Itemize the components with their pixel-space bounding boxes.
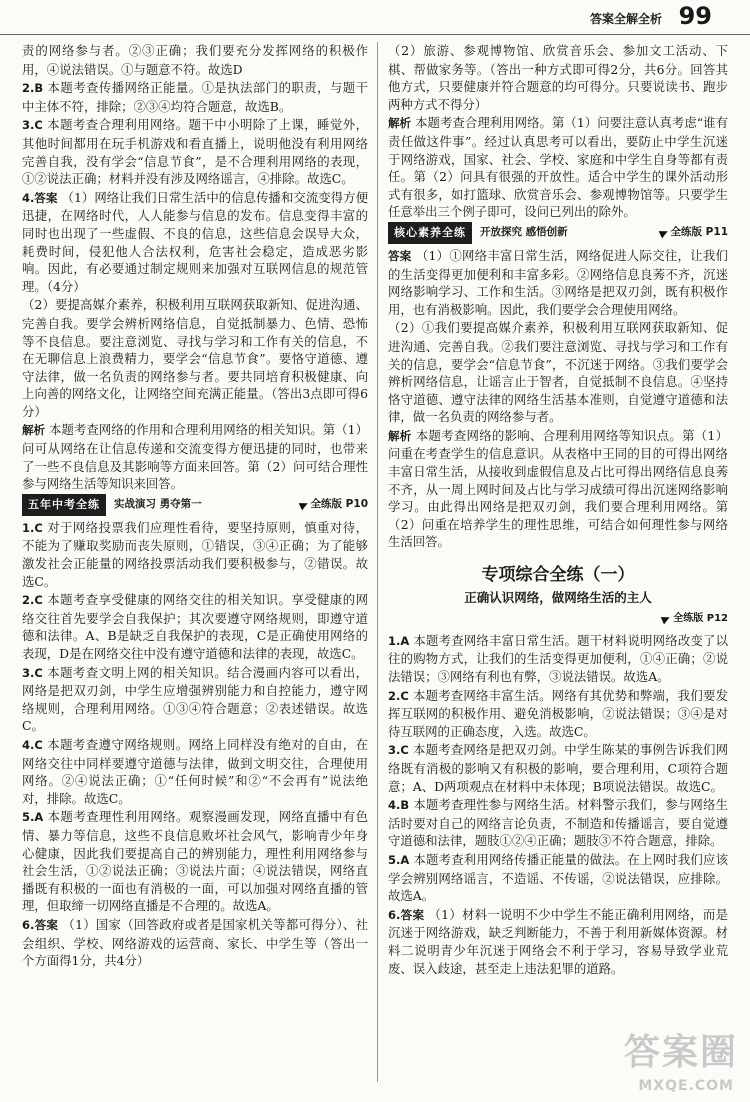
answer-label: 2.B [22, 81, 44, 96]
page-header [0, 0, 750, 40]
answer-text: 本题考查网络丰富日常生活。题干材料说明网络改变了以往的购物方式，让我们的生活变得更加便利，①④正确；②说法错误；③网络有利也有弊，③说法错误。故选A。 [388, 632, 728, 684]
answer-item [22, 296, 368, 420]
header-title: 答案全解全析 [589, 12, 662, 26]
answer-label: 3.C [22, 118, 43, 133]
banner-tag: 五年中考全练 [22, 494, 106, 516]
pointer-arrow-icon [658, 228, 669, 239]
section-subtitle: 正确认识网络，做网络生活的主人 [464, 589, 652, 605]
answer-text: （2）要提高媒介素养，积极利用互联网获取新知、促进沟通、完善自我。要学会辨析网络信息，自觉抵制暴力、色情、恐怖等不良信息。要注意浏览、寻找与学习和工作有关的信息，不在无聊信息上浪费精力，要学会“信息节食”。要恪守道德、遵守法律，做一名负责的网络参与者。要共同培育积极健康、向上向善的网络文化，让网络空间充满正能量。（答出3点即可得6分） [22, 297, 368, 419]
right-items-b [388, 247, 728, 551]
answer-text: （1）材料一说明不少中学生不能正确利用网络，而是沉迷于网络游戏，缺乏判断能力，不善于利用新媒体资源。材料二说明青少年沉迷于网络会不利于学习，容易导致学业荒废、误入歧途，甚至走上违法犯罪的道路。 [388, 906, 728, 976]
answer-item [22, 189, 368, 296]
answer-text: 本题考查合理利用网络。第（1）问要注意认真考虑“谁有责任做这件事”。经过认真思考可以看出，要防止中学生沉迷于网络游戏，国家、社会、学校、家庭和中学生自身等都有责任。第（2）问具有很强的开放性。适合中学生的课外活动形式有很多，如打篮球、欣赏音乐会、参观博物馆等。只要学生任意举出三个例子即可，设问已列出的除外。 [388, 115, 728, 220]
answer-item [22, 421, 368, 492]
answer-text: 本题考查网络的作用和合理利用网络的相关知识。第（1）问可从网络在让信息传递和交流变得方便迅捷的同时，也带来了一些不良信息及其影响等方面来回答。第（2）问可结合理性参与网络生活等知识来回答。 [22, 422, 368, 492]
banner-ref-text: 全练版 P10 [310, 498, 368, 511]
answer-item [22, 736, 368, 807]
section-banner-core-literacy [388, 223, 728, 243]
right-items-c [388, 632, 728, 977]
answer-text: 本题考查享受健康的网络交往的相关知识。享受健康的网络交往首先要学会自我保护；其次要遵守网络规则，即遵守道德和法律。A、B是缺乏自我保护的表现，C是正确使用网络的表现，D是在网络交往中没有遵守道德和法律的表现，故选C。 [22, 592, 368, 661]
answer-label: 5.A [22, 810, 44, 825]
watermark-logo [608, 1024, 738, 1094]
answer-text: 本题考查网络的影响、合理利用网络等知识点。第（1）问重在考查学生的信息意识。从表格中王同的目的可得出网络丰富日常生活，从接收到虚假信息及占比可得出网络信息良莠不齐，从一周上网时间及占比与学习成绩可得出沉迷网络影响学习。由此得出网络是把双刃剑，我们要合理利用网络。第（2）问重在培养学生的理性思维，可结合如何理性参与网络生活回答。 [388, 427, 728, 550]
answer-item [22, 116, 368, 187]
section-banner-five-year [22, 495, 368, 515]
banner-subtitle: 开放探究 感悟创新 [480, 226, 568, 239]
answer-item [388, 906, 728, 977]
answer-text: 本题考查文明上网的相关知识。结合漫画内容可以看出，网络是把双刃剑，中学生应增强辨别能力和自控能力，遵守网络规则，合理利用网络。①③④符合题意；②表述错误。故选C。 [22, 664, 368, 734]
section-ref-text: 全练版 P12 [673, 613, 728, 625]
answer-label: 4.C [22, 737, 43, 752]
answer-text: 对于网络投票我们应理性看待，要坚持原则，慎重对待，不能为了赚取奖励而丧失原则，①错误，③④正确；为了能够激发社会正能量的网络投票活动我们要积极参与，②错误。故选C。 [22, 519, 368, 589]
answer-label: 2.C [22, 593, 43, 608]
answer-text: （1）网络让我们日常生活中的信息传播和交流变得方便迅捷，在网络时代，人人能参与信息的发布。信息变得丰富的同时也出现了一些虚假、不良的信息，这些信息会误导大众，耗费时间，侵犯他人合法权利，危害社会稳定，造成恶劣影响。因此，有必要通过制定规则来加强对互联网信息的规范管理。（4分） [22, 189, 368, 294]
right-items-a [388, 42, 728, 221]
answer-label: 5.A [388, 852, 410, 867]
answer-text: 本题考查传播网络正能量。①是执法部门的职责，与题干中主体不符，排除；②③④均符合题意，故选B。 [22, 80, 368, 114]
answer-label: 6.答案 [22, 917, 59, 932]
answer-text: （1）①网络丰富日常生活，网络促进人际交往，让我们的生活变得更加便利和丰富多彩。②网络信息良莠不齐，沉迷网络影响学习、工作和生活。③网络是把双刃剑，既有积极作用，也有消极影响。因此，我们要学会合理使用网络。 [388, 247, 728, 317]
answer-label: 解析 [22, 423, 46, 438]
answer-label: 2.C [388, 688, 409, 703]
answer-item [22, 42, 368, 78]
answer-label: 3.C [388, 743, 409, 758]
pointer-arrow-icon [661, 614, 672, 625]
answer-text: 本题考查网络丰富生活。网络有其优势和弊端，我们要发挥互联网的积极作用、避免消极影响，②说法错误；③④是对待互联网的正确态度，入选。故选C。 [388, 687, 728, 739]
answer-item [388, 427, 728, 551]
left-items-b [22, 519, 368, 970]
answer-item [388, 247, 728, 318]
answer-item [22, 591, 368, 662]
answer-text: 本题考查遵守网络规则。网络上同样没有绝对的自由，在网络交往中同样要遵守道德与法律，做到文明交往，合理使用网络。②④说法正确；①“任何时候”和②“不会再有”说法绝对，排除。故选C。 [22, 736, 368, 806]
answer-label: 1.C [22, 520, 43, 535]
answer-item [388, 851, 728, 905]
answer-label: 6.答案 [388, 907, 425, 922]
section-title: 专项综合全练（一） [481, 565, 635, 586]
answer-item [388, 632, 728, 686]
answer-text: 本题考查理性利用网络。观察漫画发现，网络直播中有色情、暴力等信息，这些不良信息败坏社会风气，影响青少年身心健康，因此我们要提高自己的辨别能力，理性利用网络参与社会生活，①②说法正确；③说法片面；④说法错误，网络直播既有积极的一面也有消极的一面，可以加强对网络直播的管理，但取缔一切网络直播是不合理的。故选A。 [22, 809, 368, 914]
answer-item [388, 42, 728, 113]
answer-item [388, 687, 728, 741]
answer-text: 本题考查合理利用网络。题干中小明除了上课，睡觉外，其他时间都用在玩手机游戏和看直播上，说明他没有利用网络完善自我，没有学会“信息节食”，是不合理利用网络的表现，①②说法正确；材料并没有涉及网络谣言，④排除。故选C。 [22, 117, 368, 187]
answer-label: 4.B [388, 798, 410, 813]
right-column [388, 42, 728, 978]
answer-label: 解析 [388, 116, 412, 131]
banner-tag: 核心素养全练 [388, 222, 472, 244]
banner-ref-text: 全练版 P11 [670, 226, 728, 239]
header-rule [0, 34, 750, 35]
pointer-arrow-icon [298, 500, 309, 511]
page-number: 99 [678, 2, 712, 30]
watermark-text: 答案圈 [623, 1032, 738, 1073]
answer-label: 1.A [388, 633, 410, 648]
section-ref [388, 610, 728, 628]
answer-text: （2）①我们要提高媒介素养，积极利用互联网获取新知、促进沟通、完善自我。②我们要注意浏览、寻找与学习和工作有关的信息，要学会“信息节食”，不沉迷于网络。③我们要学会辨析网络信息，让谣言止于智者，自觉抵制不良信息。④坚持恪守道德、遵守法律的网络生活基本准则，自觉遵守道德和法律，做一名负责的网络参与者。 [388, 320, 728, 425]
watermark-url: MXQE.COM [638, 1078, 734, 1094]
answer-text: 本题考查利用网络传播正能量的做法。在上网时我们应该学会辨别网络谣言，不造谣、不传谣，②说法错误，应排除。故选A。 [388, 851, 728, 904]
answer-label: 解析 [388, 428, 412, 443]
answer-item [388, 741, 728, 795]
answer-label: 3.C [22, 665, 43, 680]
answer-item [22, 808, 368, 915]
answer-label: 4.答案 [22, 190, 58, 205]
banner-ref [660, 224, 728, 242]
answer-text: 责的网络参与者。②③正确；我们要充分发挥网络的积极作用，④说法错误。①与题意不符。故选D [22, 43, 368, 77]
banner-ref [300, 496, 368, 514]
answer-item [22, 664, 368, 735]
answer-text: 本题考查理性参与网络生活。材料警示我们，参与网络生活时要对自己的网络言论负责，不制造和传播谣言，要自觉遵守道德和法律，题肢①②④正确；题肢③不符合题意，排除。 [388, 797, 728, 849]
answer-item [388, 114, 728, 221]
answer-item [388, 796, 728, 850]
answer-item [388, 319, 728, 426]
answer-text: 本题考查网络是把双刃剑。中学生陈某的事例告诉我们网络既有消极的影响又有积极的影响，要合理利用，C项符合题意；A、D两项观点在材料中未体现；B项说法错误。故选C。 [388, 742, 728, 794]
answer-item [22, 519, 368, 590]
answer-item [22, 79, 368, 115]
answer-text: （2）旅游、参观博物馆、欣赏音乐会、参加文工活动、下棋、帮做家务等。（答出一种方式即可得2分，共6分。回答其他方式，只要健康并符合题意的均可得分。只要说读书、跑步两种方式不得分） [388, 43, 728, 112]
answer-text: （1）国家（回答政府或者是国家机关等都可得分）、社会组织、学校、网络游戏的运营商、家长、中学生等（答出一个方面得1分，共4分） [22, 916, 368, 969]
answer-item [22, 916, 368, 970]
banner-subtitle: 实战演习 勇夺第一 [114, 498, 202, 511]
left-column [22, 42, 368, 971]
column-divider [377, 42, 378, 1082]
answer-label: 答案 [388, 248, 412, 263]
left-items-a [22, 42, 368, 493]
